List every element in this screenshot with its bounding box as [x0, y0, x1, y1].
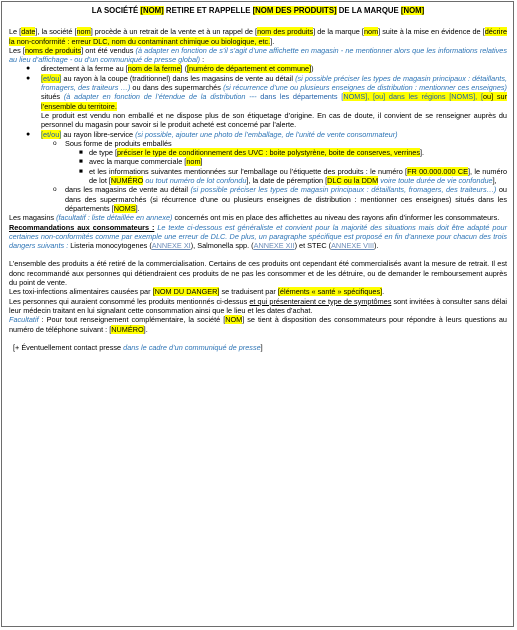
loose-product-note: Le produit est vendu non emballé et ne dispose plus de son étiquetage d’origine. En cas de doute, il convient de se renseigner auprès du personnel du magasin pour savoir si le produit acheté est concerné par l’alerte. — [41, 110, 507, 130]
circle-bullet-icon: o — [53, 186, 57, 194]
press-contact-line: [+ Éventuellement contact presse dans le cadre d’un communiqué de presse] — [13, 342, 263, 352]
list-item: ● [et/ou] au rayon à la coupe (traditionnel) dans les magasins de vente au détail (si possible préciser les types de magasin principaux : détaillants, fromagers, des traiteurs …) ou dans des supermarchés (si récurrence d’une ou plusieurs enseignes de distribution : mentionner ces enseignes) situés (à adapter en fonction de l’étendue de la distribution --- dans les départements [NOMS], [ou] dans les régions [NOMS], [ou] sur l’ensemble du territoire. — [26, 73, 508, 111]
list-item: ■ de type [préciser le type de conditionnement des UVC : boite polystyrène, boite de conserves, verrines]. — [79, 148, 425, 158]
annex-viii-link[interactable]: ANNEXE VIII — [331, 241, 375, 251]
circle-bullet-icon: o — [53, 139, 57, 147]
intro-paragraph: Le [date], la société [nom] procède à un retrait de la vente et à un rappel de [nom des produits] de la marque [nom] suite à la mise en évidence de [décrire la non-conformité : erreur DLC, nom du contaminant chimique ou biologique, etc.]. — [9, 27, 508, 46]
recommendations-paragraph: Recommandations aux consommateurs : Le texte ci-dessous est généraliste et convient pour la majorité des situations mais doit être adapté pour certaines non-conformités comme par exemple une erreur de DLC. De plus, un paragraphe spécifique est proposé en fin d’annexe pour chacun des trois dangers suivants : Listeria monocytogenes (ANNEXE XI), Salmonella spp. (ANNEXE XII) et STEC (ANNEXE VIII). — [9, 222, 508, 251]
document-title: LA SOCIÉTÉ [NOM] RETIRE ET RAPPELLE [NOM DES PRODUITS] DE LA MARQUE [NOM] — [91, 6, 425, 15]
list-item: o dans les magasins de vente au détail (si possible préciser les types de magasin principaux : détaillants, fromagers, des traiteurs…) ou dans des supermarchés (si récurrence d’une ou plusieurs enseignes de distribution : mentionner ces enseignes) situés dans les départements [NOMS]. — [53, 185, 507, 213]
list-item: ● [et/ou] au rayon libre-service (si possible, ajouter une photo de l’emballage, de l’unité de vente consommateur) — [26, 129, 398, 139]
bullet-icon: ● — [26, 74, 31, 82]
contact-paragraph: Facultatif : Pour tout renseignement complémentaire, la société [NOM] se tient à disposition des consommateurs pour répondre à leurs questions au numéro de téléphone suivant : [NUMÉRO]. — [9, 315, 507, 334]
list-item: ■ et les informations suivantes mentionnées sur l’emballage ou l’étiquette des produits : le numéro [FR 00.000.000 CE], le numéro de lot [NUMÉRO ou tout numéro de lot confondu], la date de péremption [DLC ou la DDM voire toute durée de vie confondue], — [79, 166, 508, 186]
square-bullet-icon: ■ — [79, 167, 83, 175]
document-body — [9, 6, 507, 352]
bullet-icon: ● — [26, 130, 31, 138]
bullet-icon: ● — [26, 65, 31, 73]
distribution-list — [9, 64, 507, 110]
list-item: o Sous forme de produits emballés — [53, 138, 172, 148]
stores-paragraph: Les magasins (facultatif : liste détaillée en annexe) concernés ont mis en place des affichettes au niveau des rayons afin d’informer les consommateurs. — [9, 213, 500, 223]
consult-paragraph: Les personnes qui auraient consommé les produits mentionnés ci-dessus et qui présenteraient ce type de symptômes sont invitées à consulter sans délai leur médecin traitant en lui signalant cette consommation ainsi que le lieu et les dates d’achat. — [9, 296, 508, 315]
list-item: ■ avec la marque commerciale [nom] — [79, 157, 203, 167]
document-page — [1, 1, 514, 627]
withdrawal-paragraph: L’ensemble des produits a été retiré de la commercialisation. Certains de ces produits ont cependant été commercialisés avant la mesure de retrait. Il est donc recommandé aux personnes qui détiendraient ces produits de ne pas les consommer et de les détruire, ou de demander le remboursement auprès du point de vente. — [9, 259, 507, 288]
recommendations-heading: Recommandations aux consommateurs : — [9, 222, 155, 232]
square-bullet-icon: ■ — [79, 158, 83, 166]
sold-paragraph: Les [noms de produits] ont été vendus (à adapter en fonction de s’il s’agit d’une affichette en magasin - ne mentionner alors que les informations relatives au lieu d’affichage - ou d’un communiqué de presse global) : — [9, 45, 507, 65]
self-service-list — [9, 130, 507, 214]
list-item: ● directement à la ferme au [nom de la ferme] ([numéro de département et commune]) — [26, 64, 314, 74]
annex-xi-link[interactable]: ANNEXE XI — [151, 241, 191, 251]
symptoms-paragraph: Les toxi-infections alimentaires causées par [NOM DU DANGER] se traduisent par [éléments « santé » spécifiques]. — [9, 287, 385, 297]
square-bullet-icon: ■ — [79, 149, 83, 157]
annex-xii-link[interactable]: ANNEXE XII — [253, 241, 295, 251]
